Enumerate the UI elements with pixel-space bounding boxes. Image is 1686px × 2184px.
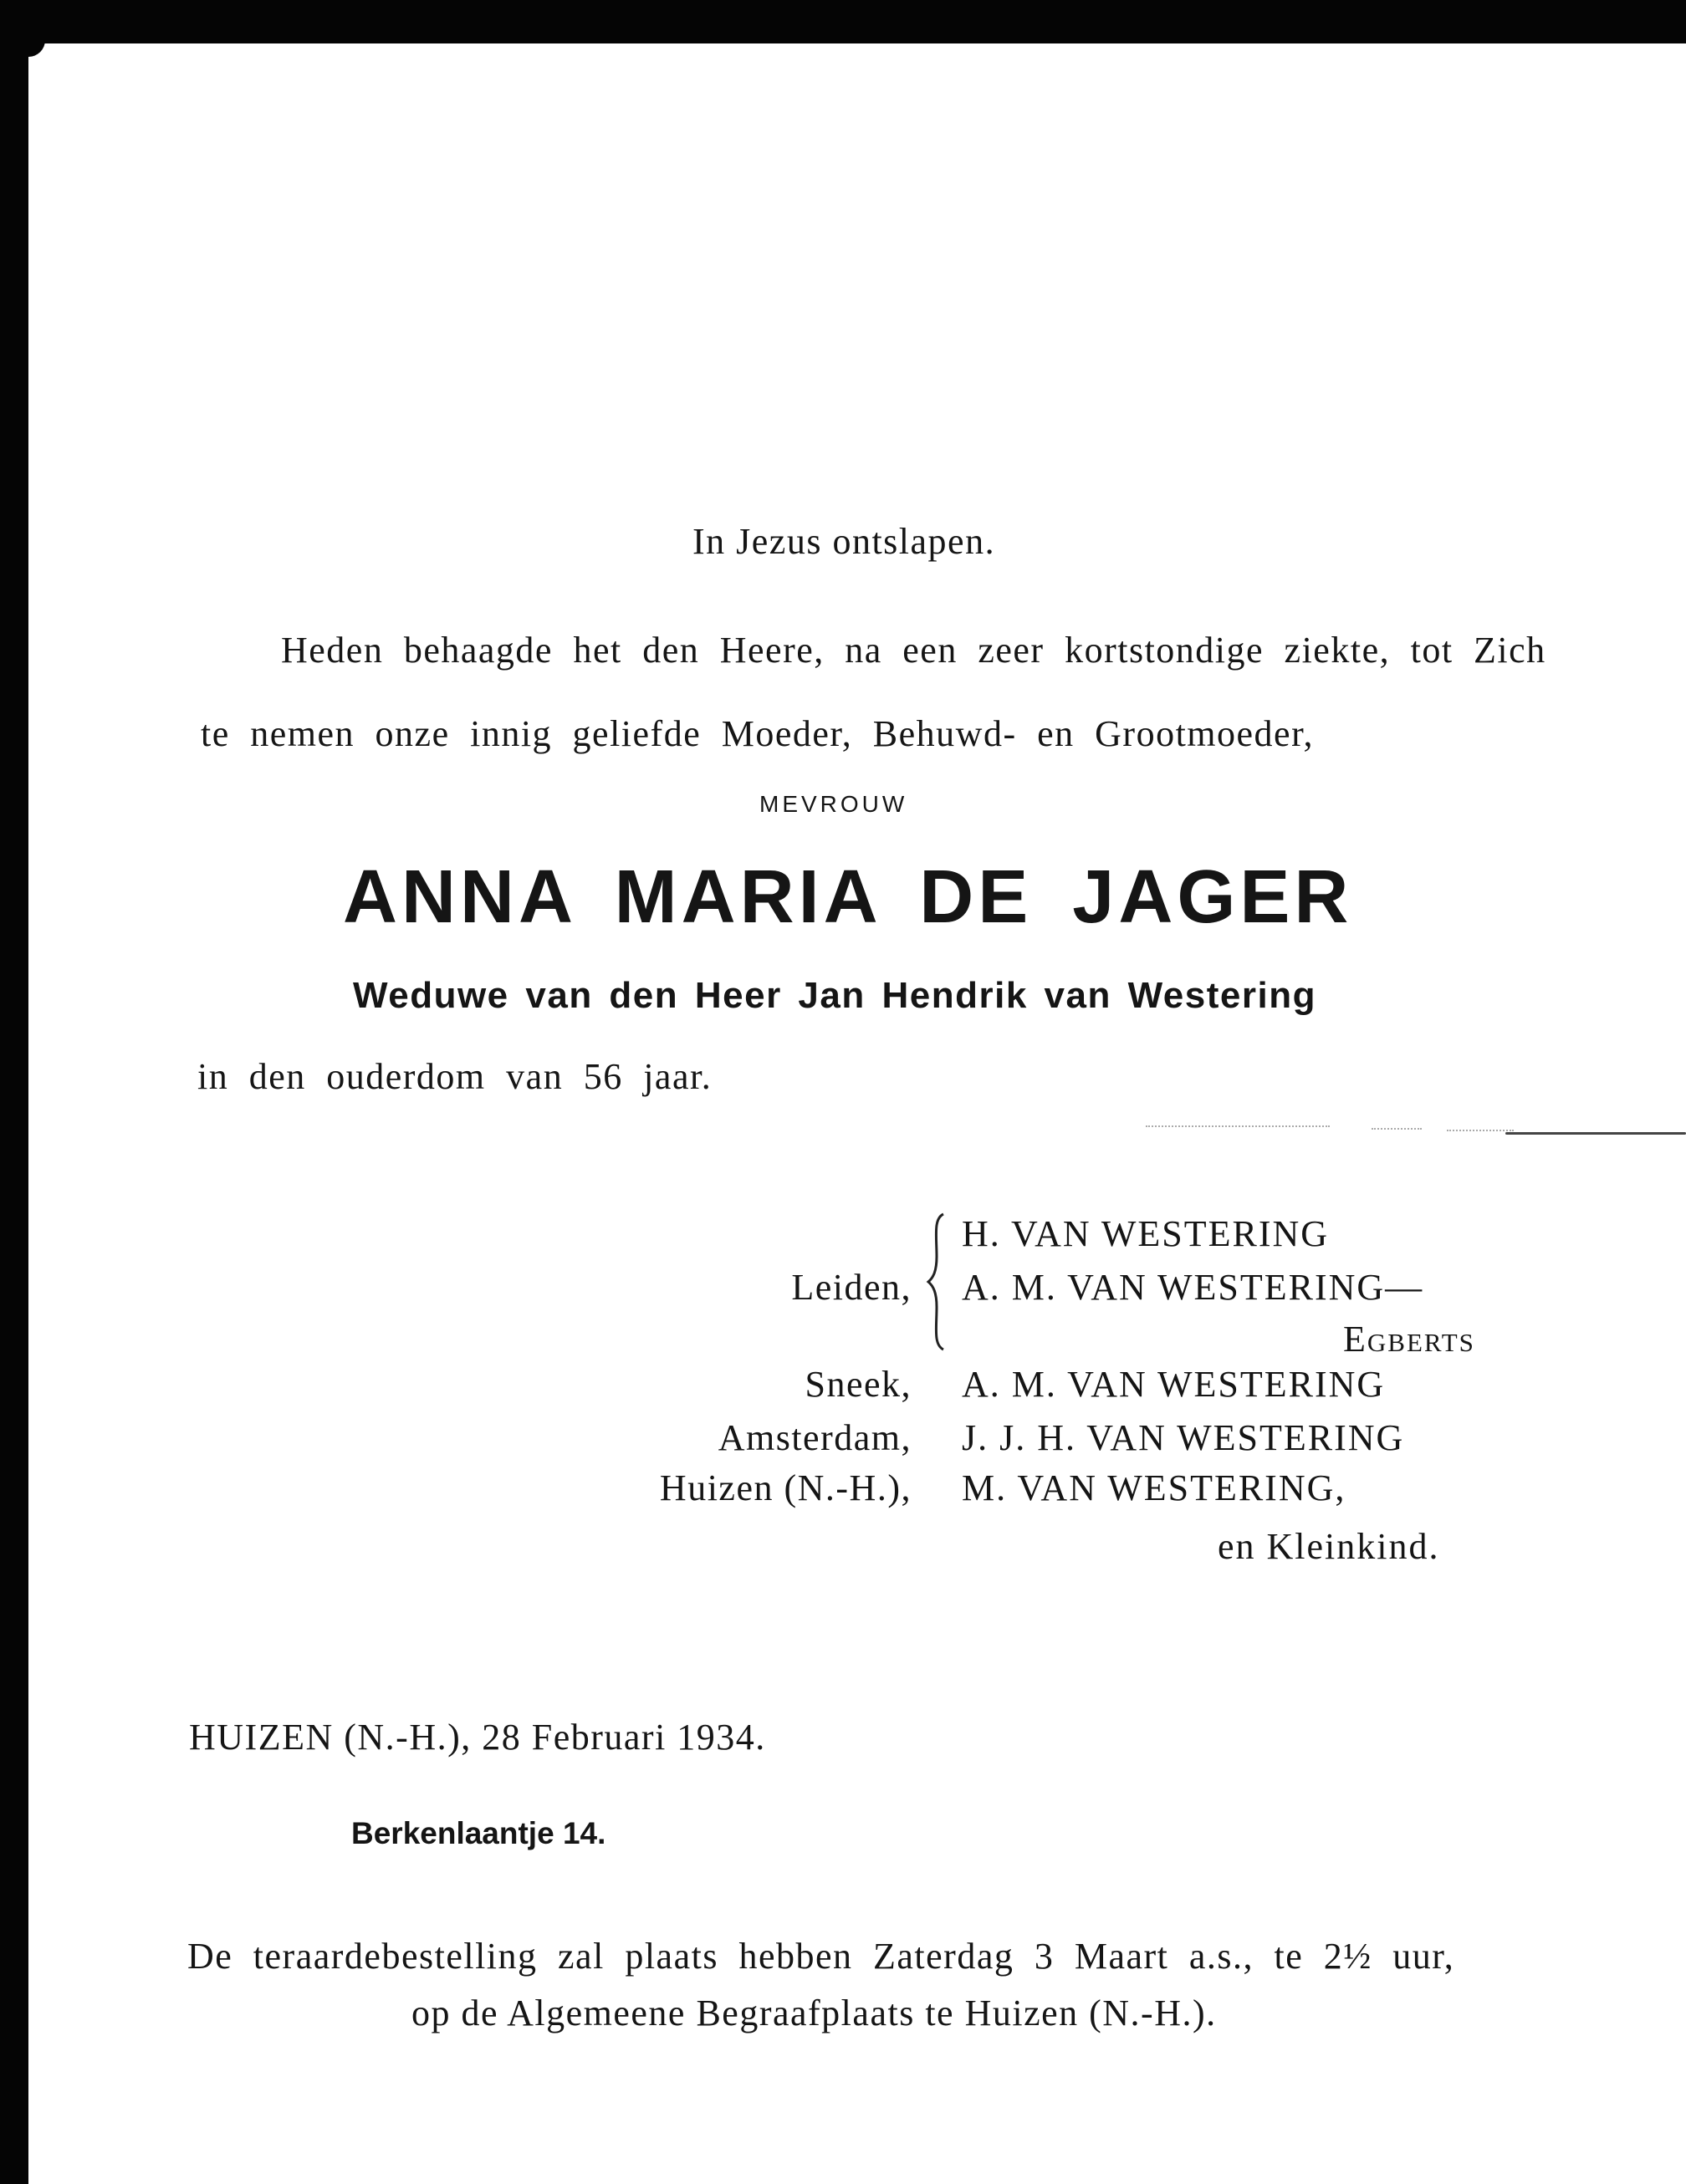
mourner-city: Sneek, — [805, 1364, 912, 1405]
margin-dots-right — [1447, 1130, 1514, 1133]
mourner-name: M. VAN WESTERING, — [962, 1467, 1346, 1508]
scan-corner — [28, 40, 45, 57]
scan-border-left — [0, 0, 28, 2184]
mourner-name-continued: en Kleinkind. — [1218, 1526, 1440, 1567]
mourner-name: H. VAN WESTERING — [962, 1213, 1330, 1254]
funeral-line-1: De teraardebestelling zal plaats hebben Zaterdag 3 Maart a.s., te 2½ uur, — [187, 1936, 1455, 1977]
heading: In Jezus ontslapen. — [692, 521, 996, 562]
margin-dots-left — [1146, 1125, 1330, 1129]
scan-border-top — [0, 0, 1686, 43]
mourner-city: Amsterdam, — [718, 1417, 912, 1458]
mourner-name-continued: Egberts — [1343, 1319, 1475, 1360]
intro-line-1: Heden behaagde het den Heere, na een zeer kortstondige ziekte, tot Zich — [281, 630, 1546, 671]
mourner-city: Huizen (N.-H.), — [659, 1467, 912, 1508]
left-brace-icon — [925, 1211, 950, 1353]
mourner-name: J. J. H. VAN WESTERING — [962, 1417, 1405, 1458]
mourner-name: A. M. VAN WESTERING— — [962, 1267, 1424, 1308]
margin-dots-mid — [1372, 1128, 1422, 1131]
funeral-line-2: op de Algemeene Begraafplaats te Huizen (N.-H.). — [411, 1993, 1217, 2033]
mourner-city: Leiden, — [791, 1267, 912, 1308]
honorific: MEVROUW — [759, 791, 908, 817]
address: Berkenlaantje 14. — [351, 1816, 606, 1850]
place-date: HUIZEN (N.-H.), 28 Februari 1934. — [189, 1717, 766, 1758]
deceased-name: ANNA MARIA DE JAGER — [343, 855, 1353, 939]
intro-line-2: te nemen onze innig geliefde Moeder, Behuwd- en Grootmoeder, — [201, 713, 1314, 754]
margin-rule — [1505, 1132, 1686, 1135]
age-line: in den ouderdom van 56 jaar. — [197, 1056, 713, 1097]
widow-of: Weduwe van den Heer Jan Hendrik van Westering — [353, 975, 1316, 1016]
mourner-name: A. M. VAN WESTERING — [962, 1364, 1386, 1405]
